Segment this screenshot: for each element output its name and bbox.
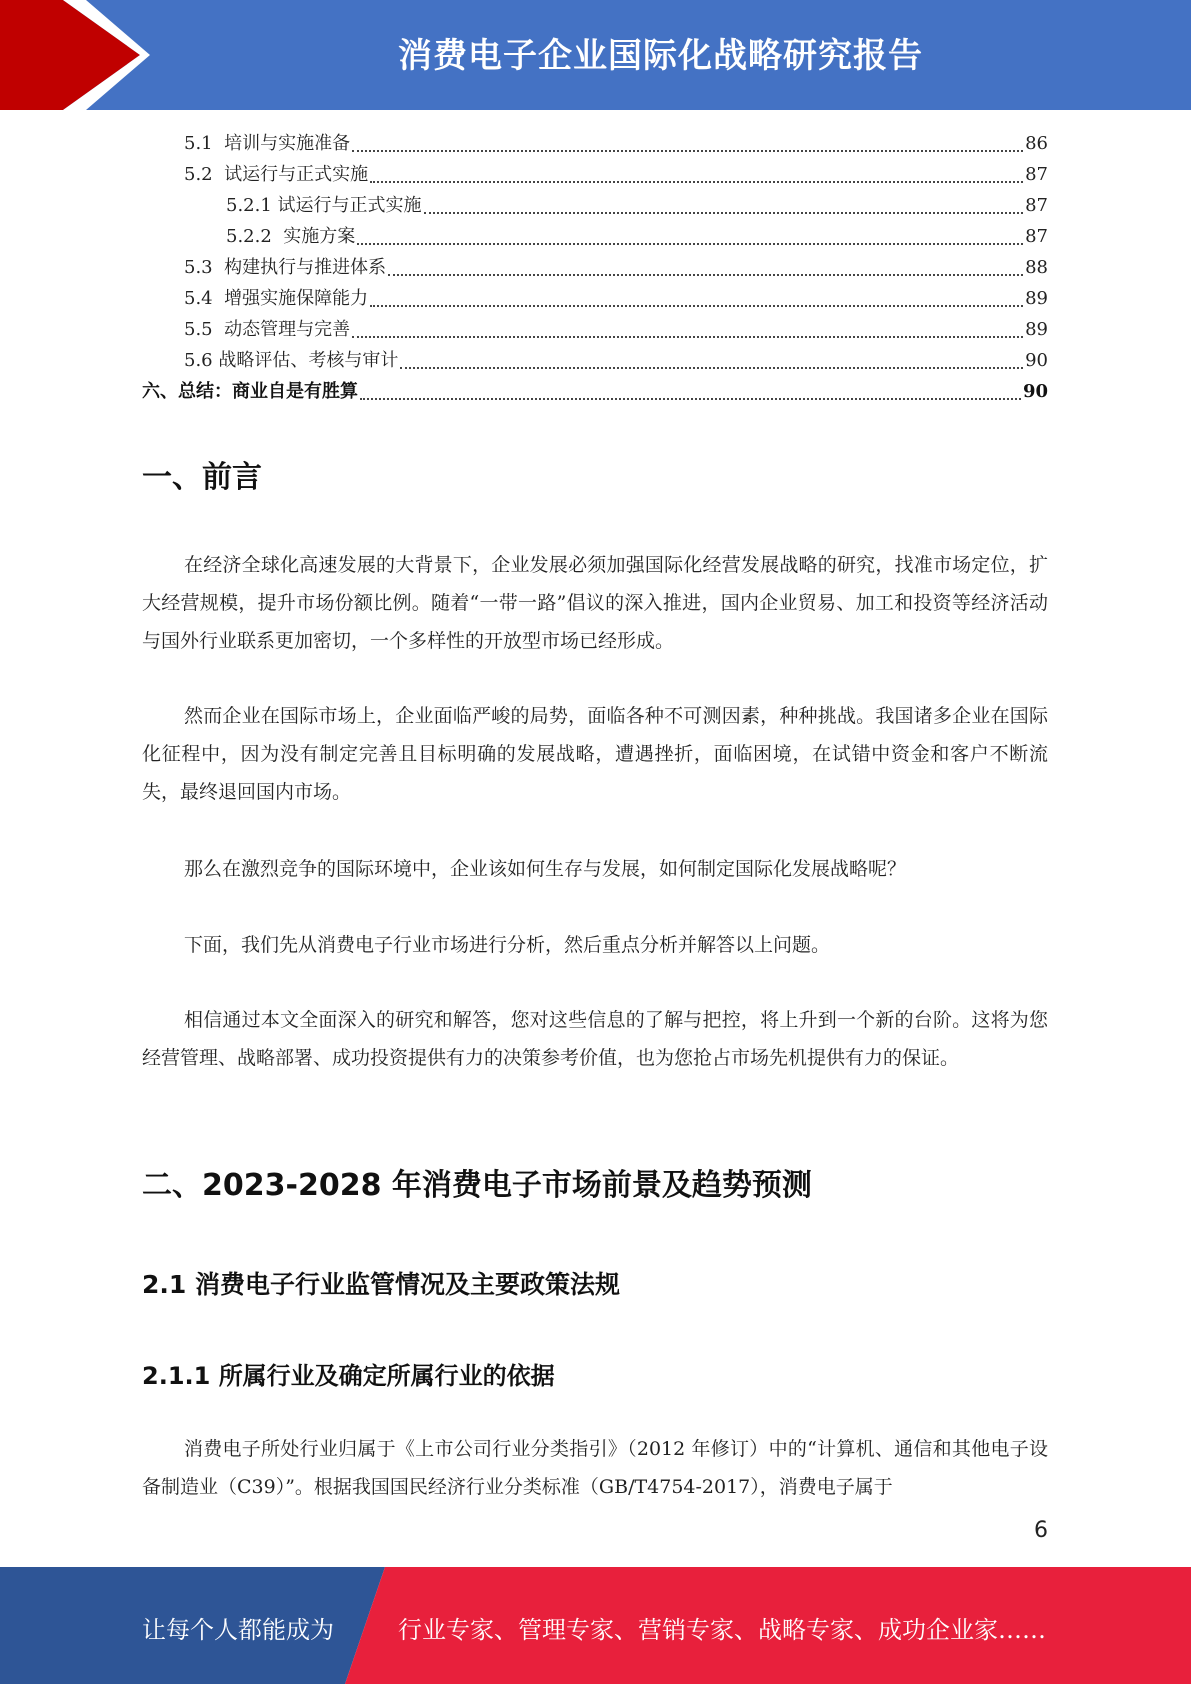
toc-leader-dots — [360, 398, 1021, 400]
toc-title: 战略评估、考核与审计 — [218, 350, 399, 371]
table-of-contents — [142, 128, 1048, 407]
preface-paragraph: 然而企业在国际市场上，企业面临严峻的局势，面临各种不可测因素，种种挑战。我国诸多企业在国际化征程中，因为没有制定完善且目标明确的发展战略，遭遇挫折，面临困境，在试错中资金和客户不断流失，最终退回国内市场。 — [142, 705, 1048, 803]
footer-slogan-right: 行业专家、管理专家、营销专家、战略专家、成功企业家…… — [398, 1616, 1046, 1644]
toc-leader-dots — [400, 367, 1023, 369]
toc-number: 5.2.2 — [226, 226, 284, 247]
toc-leader-dots — [352, 336, 1023, 338]
preface-heading: 一、前言 — [142, 460, 262, 495]
header-arrow-decoration — [0, 0, 160, 110]
toc-title: 培训与实施准备 — [224, 133, 351, 154]
toc-entry[interactable] — [142, 376, 1048, 407]
toc-number: 5.2.1 — [226, 195, 278, 216]
toc-page-number: 90 — [1025, 350, 1048, 371]
toc-leader-dots — [388, 274, 1023, 276]
toc-leader-dots — [370, 305, 1023, 307]
toc-entry[interactable] — [142, 314, 1048, 345]
toc-number: 5.1 — [184, 133, 225, 154]
toc-leader-dots — [370, 181, 1023, 183]
toc-title: 实施方案 — [283, 226, 356, 247]
preface-paragraph: 相信通过本文全面深入的研究和解答，您对这些信息的了解与把控，将上升到一个新的台阶。这将为您经营管理、战略部署、成功投资提供有力的决策参考价值，也为您抢占市场先机提供有力的保证。 — [142, 1009, 1048, 1069]
toc-number: 5.3 — [184, 257, 225, 278]
toc-title: 六、总结：商业自是有胜算 — [142, 381, 358, 402]
header-banner — [0, 0, 1191, 110]
toc-title: 试运行与正式实施 — [277, 195, 422, 216]
toc-page-number: 88 — [1025, 257, 1048, 278]
footer-slogan-left: 让每个人都能成为 — [142, 1616, 334, 1644]
toc-leader-dots — [424, 212, 1024, 214]
section-2-1-heading: 2.1 消费电子行业监管情况及主要政策法规 — [142, 1270, 620, 1299]
footer-banner — [0, 1567, 1191, 1684]
toc-title: 试运行与正式实施 — [224, 164, 369, 185]
toc-entry[interactable] — [142, 345, 1048, 376]
toc-page-number: 87 — [1025, 195, 1048, 216]
toc-entry[interactable] — [142, 159, 1048, 190]
toc-page-number: 90 — [1022, 381, 1048, 402]
toc-title: 构建执行与推进体系 — [224, 257, 387, 278]
section-2-1-1-heading: 2.1.1 所属行业及确定所属行业的依据 — [142, 1362, 555, 1390]
toc-page-number: 86 — [1025, 133, 1048, 154]
preface-paragraph: 下面，我们先从消费电子行业市场进行分析，然后重点分析并解答以上问题。 — [184, 934, 831, 956]
toc-number: 5.4 — [184, 288, 225, 309]
toc-title: 动态管理与完善 — [224, 319, 351, 340]
toc-number: 5.6 — [184, 350, 219, 371]
toc-entry[interactable] — [142, 190, 1048, 221]
toc-entry[interactable] — [142, 283, 1048, 314]
toc-entry[interactable] — [142, 221, 1048, 252]
toc-entry[interactable] — [142, 252, 1048, 283]
section-2-heading: 二、2023-2028 年消费电子市场前景及趋势预测 — [142, 1168, 812, 1203]
toc-leader-dots — [352, 150, 1023, 152]
toc-page-number: 87 — [1025, 164, 1048, 185]
page-number: 6 — [1034, 1518, 1048, 1543]
toc-number: 5.2 — [184, 164, 225, 185]
toc-number: 5.5 — [184, 319, 225, 340]
toc-page-number: 89 — [1025, 319, 1048, 340]
toc-leader-dots — [357, 243, 1023, 245]
body-paragraph: 消费电子所处行业归属于《上市公司行业分类指引》（2012 年修订）中的“计算机、通信和其他电子设备制造业（C39）”。根据我国国民经济行业分类标准（GB/T4754-2017），消费电子属于 — [142, 1438, 1048, 1498]
toc-page-number: 87 — [1025, 226, 1048, 247]
toc-title: 增强实施保障能力 — [224, 288, 369, 309]
preface-paragraph: 那么在激烈竞争的国际环境中，企业该如何生存与发展，如何制定国际化发展战略呢？ — [184, 858, 907, 880]
toc-entry[interactable] — [142, 128, 1048, 159]
report-title: 消费电子企业国际化战略研究报告 — [398, 36, 923, 76]
toc-page-number: 89 — [1025, 288, 1048, 309]
preface-paragraph: 在经济全球化高速发展的大背景下，企业发展必须加强国际化经营发展战略的研究，找准市场定位，扩大经营规模，提升市场份额比例。随着“一带一路”倡议的深入推进，国内企业贸易、加工和投资等经济活动与国外行业联系更加密切，一个多样性的开放型市场已经形成。 — [142, 554, 1048, 652]
